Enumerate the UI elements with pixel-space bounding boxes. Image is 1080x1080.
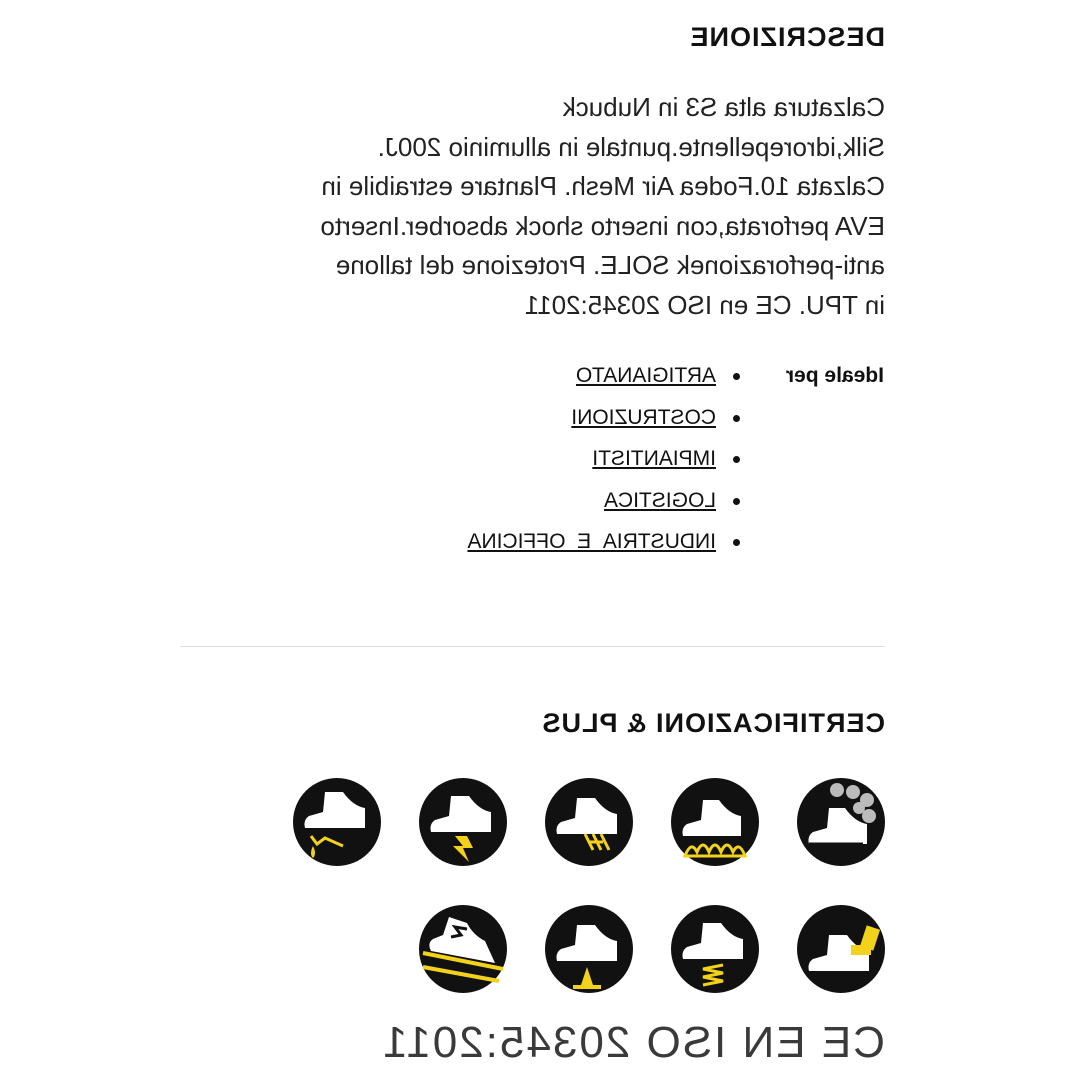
bullet [733, 498, 740, 505]
description-line: EVA perforata,con inserto shock absorber.Inserto [320, 210, 885, 241]
description-line: Calzata 10.Fodea Air Mesh. Plantare estraibile in [321, 171, 885, 201]
toe-cap-protection-icon [797, 905, 885, 993]
description-title: DESCRIZIONE [689, 22, 885, 52]
ideal-for-label: Ideale per [785, 364, 884, 387]
oil-resistant-sole-icon [293, 778, 381, 866]
description-line: Calzatura alta S3 in Nubuck [562, 92, 885, 122]
certification-standard: CE EN ISO 20345:2011 [381, 1018, 885, 1067]
section-divider [180, 646, 885, 647]
description-text [265, 88, 885, 325]
water-resistant-upper-icon [797, 778, 885, 866]
certifications-title: CERTIFICAZIONI & PLUS [541, 708, 885, 738]
ideal-link-logistica[interactable]: LOGISTICA [603, 488, 716, 512]
heat-resistant-sole-icon [545, 778, 633, 866]
fire-resistant-icon [671, 778, 759, 866]
bullet [733, 373, 740, 380]
description-line: anti-perforazionek SOLE. Protezione del tallone [335, 250, 885, 280]
ideal-link-artigianato[interactable]: ARTIGIANATO [575, 364, 716, 387]
ideal-link-industria-e-officina[interactable]: INDUSTRIA_E_OFFICINA [467, 530, 716, 554]
bullet [733, 456, 740, 463]
slip-resistant-sole-icon [419, 905, 507, 993]
shock-absorber-icon [671, 905, 759, 993]
antistatic-icon [419, 778, 507, 866]
puncture-resistant-icon [545, 905, 633, 993]
description-line: Silk,idrorepellente.puntale in alluminio 200J. [377, 131, 885, 162]
description-line: in TPU. CE en ISO 20345:2011 [524, 289, 885, 320]
bullet [733, 539, 740, 546]
ideal-link-impiantisti[interactable]: IMPIANTISTI [592, 447, 716, 471]
ideal-link-costruzioni[interactable]: COSTRUZIONI [571, 405, 716, 429]
bullet [733, 415, 740, 422]
